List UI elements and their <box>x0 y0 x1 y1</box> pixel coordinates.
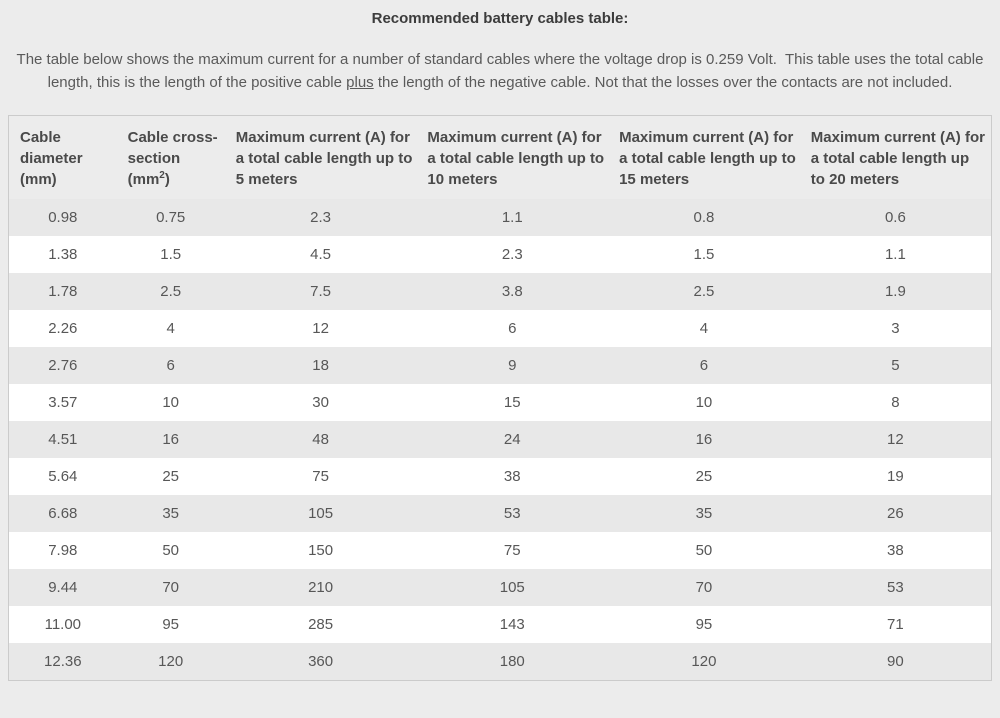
cell: 105 <box>499 579 525 596</box>
column-header-max-current-20m: Maximum current (A) for a total cable length up to 20 meters <box>810 129 985 188</box>
cell: 16 <box>695 431 713 448</box>
cell: 30 <box>312 394 329 411</box>
cell: 1.38 <box>48 246 78 263</box>
cell: 8 <box>891 394 900 411</box>
cell: 50 <box>695 542 713 559</box>
cell: 2.5 <box>160 283 182 300</box>
cell: 50 <box>162 542 180 559</box>
column-header-max-current-10m: Maximum current (A) for a total cable length up to 10 meters <box>427 129 605 188</box>
cell: 4 <box>699 320 709 337</box>
column-header-cross-section: Cable cross-section $(mm^2)$ <box>127 129 218 188</box>
cell: 90 <box>887 652 904 670</box>
column-header-max-current-15m: Maximum current (A) for a total cable length up to 15 meters <box>619 129 796 188</box>
cell: 12.36 <box>44 652 82 670</box>
cell: 1.5 <box>693 246 715 263</box>
cell: 2.5 <box>693 283 715 300</box>
intro-text-before: The table below shows the maximum current for a number of standard cables where the voltage drop is 0.259 Volt. This table uses the total cable length, this is the length of the positive cable <box>16 51 988 91</box>
cell: 9.44 <box>48 579 78 596</box>
cell: 53 <box>503 505 521 522</box>
cell: 26 <box>887 505 904 522</box>
cell: 1.9 <box>884 283 906 300</box>
table-row <box>9 458 992 495</box>
cell: 0.98 <box>48 209 78 226</box>
cell: 105 <box>308 505 334 522</box>
cell: 0.6 <box>884 209 906 226</box>
cell: 10 <box>162 394 180 411</box>
cell: 0.8 <box>693 209 715 226</box>
cell: 95 <box>162 616 180 633</box>
cell: 1.5 <box>160 246 182 263</box>
intro-text-after: the length of the negative cable. Not that the losses over the contacts are not included. <box>373 74 953 91</box>
cell: 6 <box>166 357 175 374</box>
cell: 210 <box>308 579 334 596</box>
cell: 1.78 <box>48 283 78 300</box>
cell: 2.26 <box>48 320 78 337</box>
header-row <box>9 116 992 200</box>
cell: 3.57 <box>48 394 78 411</box>
cell: 12 <box>887 431 904 448</box>
cell: 95 <box>695 616 713 633</box>
table-row <box>9 236 992 273</box>
cell: 4.5 <box>310 246 332 263</box>
cell: 18 <box>312 357 329 374</box>
cable-table <box>8 115 992 681</box>
cell: 6.68 <box>48 505 78 522</box>
cell: 7.98 <box>48 542 78 559</box>
table-row <box>9 421 992 458</box>
cell: 25 <box>162 468 180 485</box>
cell: 15 <box>503 394 521 411</box>
cell: 5.64 <box>48 468 78 485</box>
page-title: Recommended battery cables table: <box>371 10 629 27</box>
column-header-max-current-5m: Maximum current (A) for a total cable length up to 5 meters <box>235 129 413 188</box>
cell: 2.3 <box>501 246 523 263</box>
cell: 360 <box>308 652 334 670</box>
cell: 2.3 <box>310 209 332 226</box>
cell: 10 <box>695 394 713 411</box>
cell: 3 <box>891 320 900 337</box>
cell: 4.51 <box>48 431 78 448</box>
cell: 120 <box>691 652 717 670</box>
cell: 4 <box>166 320 175 337</box>
cell: 9 <box>508 357 517 374</box>
cell: 24 <box>503 431 521 448</box>
cell: 1.1 <box>501 209 523 226</box>
cell: 12 <box>312 320 329 337</box>
cell: 180 <box>499 652 525 670</box>
table-row <box>9 643 992 680</box>
cell: 53 <box>887 579 904 596</box>
table-body <box>9 199 992 680</box>
cell: 70 <box>695 579 713 596</box>
table-row <box>9 569 992 606</box>
cell: 25 <box>695 468 713 485</box>
cell: 285 <box>308 616 334 633</box>
table-row <box>9 347 992 384</box>
cell: 5 <box>891 357 900 374</box>
cell: 0.75 <box>156 209 186 226</box>
cell: 11.00 <box>44 616 82 633</box>
table-row <box>9 199 992 236</box>
intro-underlined-word: plus <box>346 74 374 91</box>
cell: 75 <box>312 468 329 485</box>
cell: 6 <box>508 320 517 337</box>
cell: 75 <box>503 542 521 559</box>
cell: 2.76 <box>48 357 78 374</box>
cell: 38 <box>503 468 521 485</box>
cell: 38 <box>887 542 904 559</box>
cell: 16 <box>162 431 180 448</box>
cable-table-container <box>8 115 992 681</box>
table-row <box>9 384 992 421</box>
intro-paragraph <box>6 48 994 94</box>
cell: 35 <box>695 505 713 522</box>
cell: 71 <box>887 616 904 633</box>
column-header-cable-diameter: Cable diameter (mm) <box>20 129 83 188</box>
cell: 150 <box>308 542 334 559</box>
table-header <box>9 116 992 200</box>
table-row <box>9 532 992 569</box>
cell: 48 <box>312 431 329 448</box>
cell: 35 <box>162 505 180 522</box>
cell: 7.5 <box>310 283 332 300</box>
cell: 1.1 <box>884 246 906 263</box>
cell: 19 <box>887 468 904 485</box>
cell: 143 <box>499 616 525 633</box>
table-row <box>9 273 992 310</box>
table-row <box>9 606 992 643</box>
cell: 3.8 <box>501 283 523 300</box>
cell: 6 <box>699 357 709 374</box>
table-row <box>9 310 992 347</box>
table-row <box>9 495 992 532</box>
cell: 120 <box>158 652 184 670</box>
cell: 70 <box>162 579 180 596</box>
